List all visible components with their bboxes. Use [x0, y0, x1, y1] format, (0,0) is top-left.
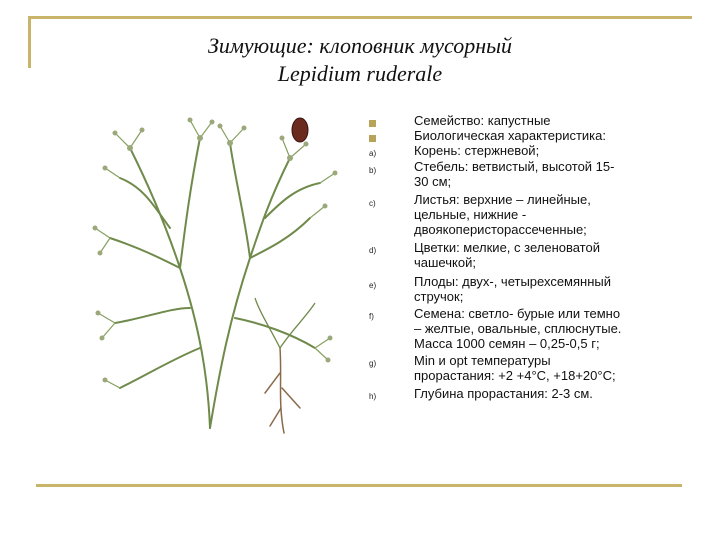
list-item: Корень: стержневой; — [414, 143, 540, 158]
list-marker: f) — [369, 312, 374, 321]
list-item: Семена: светло- бурые или темно – желтые, овальные, сплюснутые. Масса 1000 семян – 0,25-0,5 г; — [414, 306, 622, 351]
list-marker: a) — [369, 149, 377, 158]
list-marker: b) — [369, 166, 377, 175]
title-line-1: Зимующие: клоповник мусорный — [207, 33, 513, 58]
bullet-square — [369, 120, 376, 127]
list-item: Min и opt температуры прорастания: +2 +4°С, +18+20°С; — [414, 353, 616, 383]
list-item: Биологическая характеристика: — [414, 128, 606, 143]
list-item: Цветки: мелкие, с зеленоватой чашечкой; — [414, 240, 600, 270]
list-marker: c) — [369, 199, 376, 208]
list-marker: h) — [369, 392, 377, 401]
list-marker: e) — [369, 281, 377, 290]
title-line-2: Lepidium ruderale — [277, 61, 443, 86]
list-item: Глубина прорастания: 2-3 см. — [414, 386, 593, 401]
list-item: Стебель: ветвистый, высотой 15- 30 см; — [414, 159, 615, 189]
list-item: Семейство: капустные — [414, 113, 551, 128]
list-item: Листья: верхние – линейные, цельные, нижние - двоякоперисторассеченные; — [414, 192, 591, 237]
bullet-square — [369, 135, 376, 142]
list-item: Плоды: двух-, четырехсемянный стручок; — [414, 274, 611, 304]
list-marker: d) — [369, 246, 377, 255]
list-marker: g) — [369, 359, 377, 368]
